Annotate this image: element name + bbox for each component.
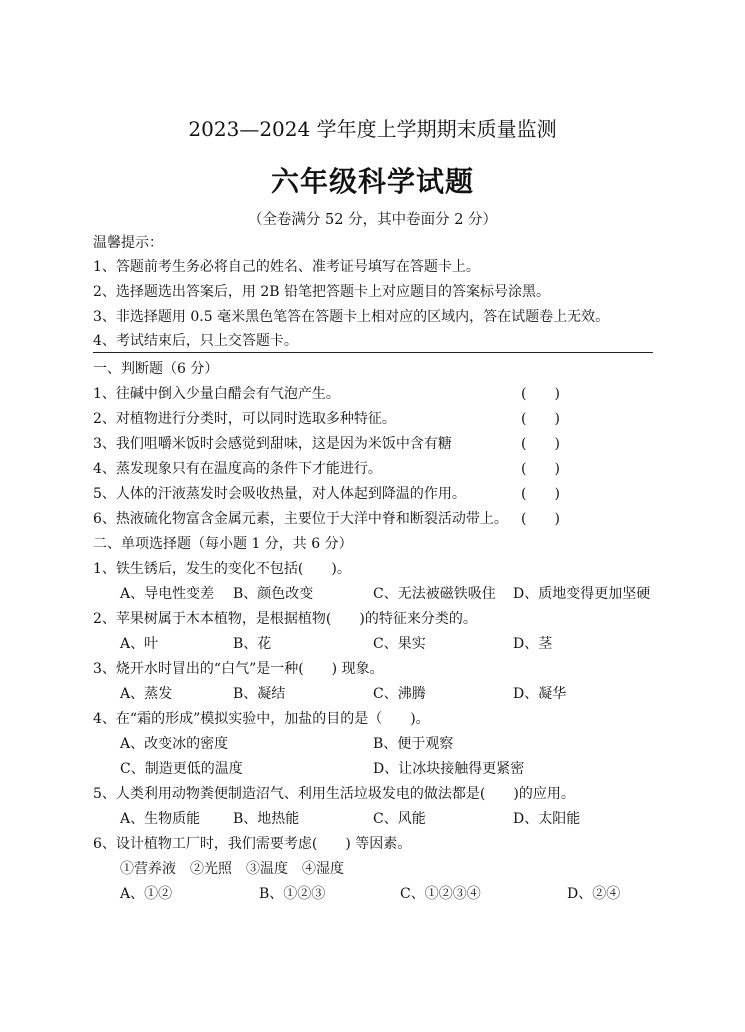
option-b: B、凝结 <box>233 686 286 702</box>
subject-title: 六年级科学试题 <box>270 165 474 198</box>
option-b: B、花 <box>233 636 272 652</box>
option-a: A、导电性变差 <box>120 586 215 602</box>
choice-question: 6、设计植物工厂时，我们需要考虑( ) 等因素。 <box>93 836 412 852</box>
option-c: C、沸腾 <box>373 686 426 702</box>
answer-paren: ( ) <box>521 386 560 402</box>
option-c: C、①②③④ <box>400 886 481 902</box>
judge-question: 3、我们咀嚼米饭时会感觉到甜味，这是因为米饭中含有糖 <box>93 436 452 452</box>
option-c: C、无法被磁铁吸住 <box>373 586 496 602</box>
option-b: B、便于观察 <box>373 736 454 752</box>
tip-item: 3、非选择题用 0.5 毫米黑色笔答在答题卡上相对应的区域内，答在试题卷上无效。 <box>93 309 610 325</box>
option-a: A、叶 <box>120 636 159 652</box>
score-note: （全卷满分 52 分，其中卷面分 2 分） <box>247 212 498 228</box>
option-c: C、制造更低的温度 <box>120 761 243 777</box>
tip-item: 2、选择题选出答案后，用 2B 铅笔把答题卡上对应题目的答案标号涂黑。 <box>93 284 551 300</box>
choice-question: 4、在“霜的形成”模拟实验中，加盐的目的是（ )。 <box>93 711 430 727</box>
section2-heading: 二、单项选择题（每小题 1 分，共 6 分） <box>93 536 353 552</box>
answer-paren: ( ) <box>521 486 560 502</box>
section1-heading: 一、判断题（6 分） <box>93 361 219 377</box>
option-b: B、①②③ <box>259 886 326 902</box>
option-c: C、风能 <box>373 811 426 827</box>
judge-question: 4、蒸发现象只有在温度高的条件下才能进行。 <box>93 461 382 477</box>
option-d: D、②④ <box>567 886 621 902</box>
answer-paren: ( ) <box>521 511 560 527</box>
answer-paren: ( ) <box>521 436 560 452</box>
choice-question: 5、人类利用动物粪便制造沼气、利用生活垃圾发电的做法都是( )的应用。 <box>93 786 575 802</box>
option-d: D、让冰块接触得更紧密 <box>373 761 525 777</box>
option-d: D、凝华 <box>513 686 567 702</box>
option-a: A、蒸发 <box>120 686 173 702</box>
exam-title: 2023—2024 学年度上学期期末质量监测 <box>188 117 557 141</box>
option-a: A、改变冰的密度 <box>120 736 229 752</box>
option-a: A、①② <box>120 886 173 902</box>
option-d: D、质地变得更加坚硬 <box>513 586 651 602</box>
tips-heading: 温馨提示： <box>93 235 163 251</box>
option-d: D、茎 <box>513 636 553 652</box>
tip-item: 1、答题前考生务必将自己的姓名、准考证号填写在答题卡上。 <box>93 259 480 275</box>
judge-question: 5、人体的汗液蒸发时会吸收热量，对人体起到降温的作用。 <box>93 486 466 502</box>
judge-question: 6、热液硫化物富含金属元素，主要位于大洋中脊和断裂活动带上。 <box>93 511 508 527</box>
divider <box>93 352 653 353</box>
option-b: B、颜色改变 <box>233 586 314 602</box>
choice-question: 2、苹果树属于木本植物，是根据植物( )的特征来分类的。 <box>93 611 477 627</box>
answer-paren: ( ) <box>521 461 560 477</box>
option-b: B、地热能 <box>233 811 300 827</box>
choice-question: 3、烧开水时冒出的“白气”是一种( ) 现象。 <box>93 661 384 677</box>
choice-question: 1、铁生锈后，发生的变化不包括( )。 <box>93 561 351 577</box>
factor-list: ①营养液 ②光照 ③温度 ④湿度 <box>120 861 344 877</box>
answer-paren: ( ) <box>521 411 560 427</box>
option-a: A、生物质能 <box>120 811 201 827</box>
option-d: D、太阳能 <box>513 811 581 827</box>
tip-item: 4、考试结束后，只上交答题卡。 <box>93 333 298 349</box>
judge-question: 2、对植物进行分类时，可以同时选取多种特征。 <box>93 411 396 427</box>
option-c: C、果实 <box>373 636 426 652</box>
judge-question: 1、往碱中倒入少量白醋会有气泡产生。 <box>93 386 340 402</box>
